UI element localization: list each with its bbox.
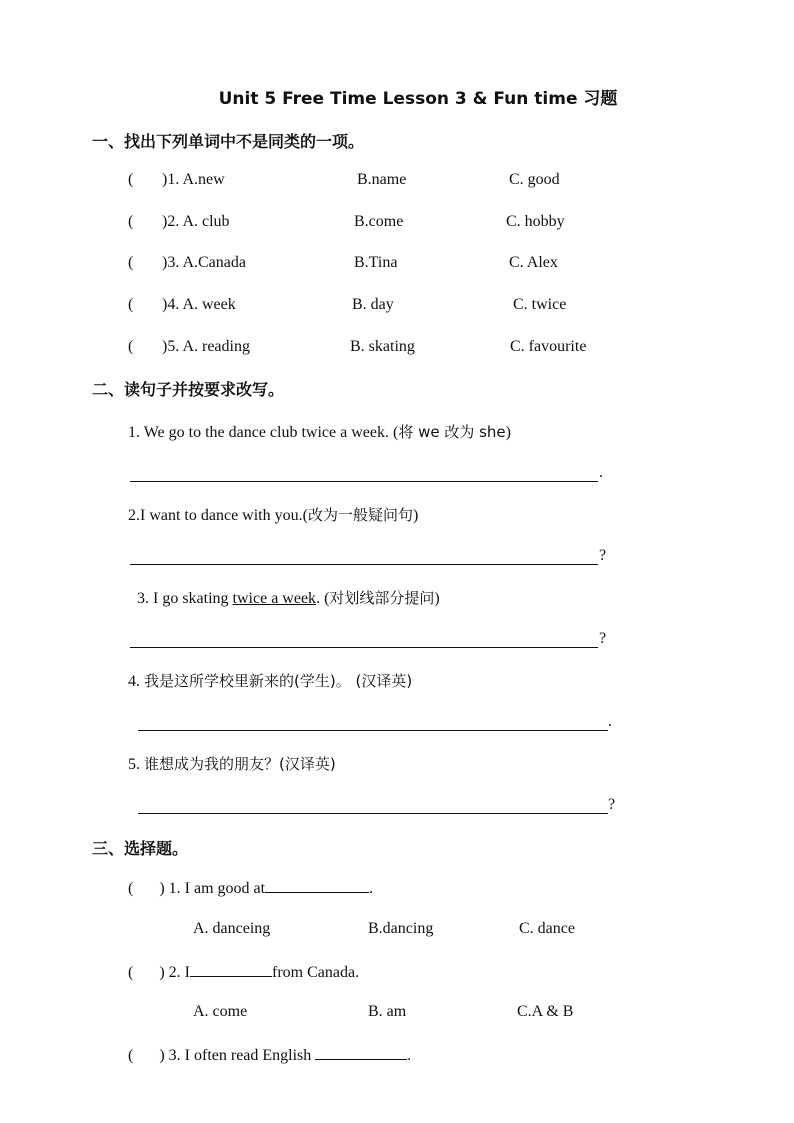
option-c: C.A & B — [517, 1003, 574, 1020]
answer-paren[interactable]: ( — [128, 964, 134, 981]
option-b: B. skating — [350, 338, 415, 355]
option-a: A. come — [193, 1003, 248, 1020]
option-c: C. hobby — [506, 213, 565, 230]
option-a: )4. A. week — [162, 296, 236, 313]
fill-blank[interactable] — [190, 962, 272, 977]
option-b: B.dancing — [368, 920, 434, 937]
translate-question-5: 5. 谁想成为我的朋友？(汉译英) — [128, 755, 336, 773]
answer-paren[interactable]: ( — [128, 254, 134, 271]
option-b: B.come — [354, 213, 404, 230]
option-a: A. danceing — [193, 920, 271, 937]
fill-blank[interactable] — [315, 1045, 407, 1060]
option-b: B. am — [368, 1003, 407, 1020]
translate-question-4: 4. 我是这所学校里新来的(学生)。 (汉译英) — [128, 672, 413, 690]
option-b: B.name — [357, 171, 407, 188]
option-c: C. dance — [519, 920, 575, 937]
option-c: C. Alex — [509, 254, 558, 271]
answer-end-mark-1: . — [599, 464, 603, 481]
option-a: )3. A.Canada — [162, 254, 246, 271]
section-heading-2: 二、读句子并按要求改写。 — [92, 380, 285, 399]
option-b: B.Tina — [354, 254, 398, 271]
answer-line-3[interactable] — [130, 647, 598, 648]
option-c: C. twice — [513, 296, 567, 313]
answer-end-mark-3: ? — [599, 630, 607, 647]
answer-paren[interactable]: ( — [128, 338, 134, 355]
page-title: Unit 5 Free Time Lesson 3 & Fun time 习题 — [218, 89, 618, 109]
answer-paren[interactable]: ( — [128, 171, 134, 188]
choice-question-1: ( ) 1. I am good at . — [128, 880, 374, 897]
answer-line-1[interactable] — [130, 481, 598, 482]
answer-paren[interactable]: ( — [128, 1047, 134, 1064]
choice-question-2: ( ) 2. I from Canada. — [128, 964, 360, 981]
option-a: )2. A. club — [162, 213, 230, 230]
answer-paren[interactable]: ( — [128, 296, 134, 313]
rewrite-question-1: 1. We go to the dance club twice a week. (将 we 改为 she) — [128, 423, 511, 441]
answer-line-2[interactable] — [130, 564, 598, 565]
option-c: C. favourite — [510, 338, 587, 355]
answer-end-mark-4: . — [608, 713, 612, 730]
section-heading-1: 一、找出下列单词中不是同类的一项。 — [92, 132, 365, 151]
answer-end-mark-2: ? — [599, 547, 607, 564]
option-b: B. day — [352, 296, 394, 313]
option-c: C. good — [509, 171, 560, 188]
rewrite-question-2: 2.I want to dance with you.(改为一般疑问句) — [128, 506, 419, 524]
fill-blank[interactable] — [265, 878, 369, 893]
rewrite-question-3: 3. I go skating twice a week. (对划线部分提问) — [137, 589, 440, 607]
option-a: )1. A.new — [162, 171, 225, 188]
answer-paren[interactable]: ( — [128, 213, 134, 230]
answer-paren[interactable]: ( — [128, 880, 134, 897]
answer-line-4[interactable] — [138, 730, 608, 731]
answer-line-5[interactable] — [138, 813, 608, 814]
section-heading-3: 三、选择题。 — [92, 839, 189, 858]
choice-question-3: ( ) 3. I often read English . — [128, 1047, 412, 1064]
answer-end-mark-5: ? — [608, 796, 616, 813]
option-a: )5. A. reading — [162, 338, 250, 355]
